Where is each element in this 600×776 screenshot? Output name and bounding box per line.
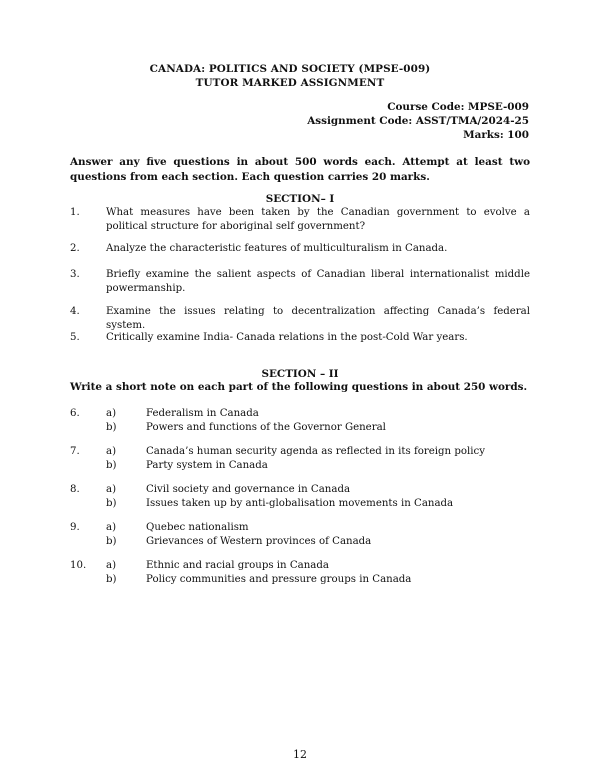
subpart-text: Canada’s human security agenda as reflected in its foreign policy xyxy=(146,446,485,457)
question-text: Critically examine India- Canada relations in the post-Cold War years. xyxy=(106,332,468,343)
question-text: Analyze the characteristic features of multiculturalism in Canada. xyxy=(106,243,448,254)
question-text: Briefly examine the salient aspects of Canadian liberal internationalist middle powermanship. xyxy=(106,269,530,294)
question-item xyxy=(70,268,530,295)
section-1-heading: SECTION– I xyxy=(265,193,335,205)
question-number: 1. xyxy=(70,207,80,218)
section-2-heading: SECTION – II xyxy=(261,368,339,380)
question-number: 8. xyxy=(70,484,80,495)
subpart-label: a) xyxy=(106,560,117,571)
document-subtitle: TUTOR MARKED ASSIGNMENT xyxy=(195,77,385,89)
question-number: 10. xyxy=(70,560,87,571)
question-number: 2. xyxy=(70,243,80,254)
question-number: 9. xyxy=(70,522,80,533)
question-item xyxy=(70,206,530,233)
instructions: Answer any five questions in about 500 words each. Attempt at least two questions from each section. Each question carries 20 marks. xyxy=(70,156,530,183)
question-item xyxy=(70,305,530,332)
question-text: What measures have been taken by the Canadian government to evolve a political structure for aboriginal self government? xyxy=(106,207,530,232)
subpart-label: a) xyxy=(106,484,117,495)
subpart-label: b) xyxy=(106,535,117,547)
subpart-label: a) xyxy=(106,522,117,533)
subpart-text: Party system in Canada xyxy=(146,459,268,471)
subpart-text: Federalism in Canada xyxy=(146,408,259,419)
question-item xyxy=(70,331,530,345)
question-item xyxy=(70,242,530,256)
course-code: Course Code: MPSE-009 xyxy=(387,101,529,113)
subpart-text: Quebec nationalism xyxy=(146,522,249,533)
total-marks: Marks: 100 xyxy=(463,129,529,141)
subpart-text: Policy communities and pressure groups in Canada xyxy=(146,573,412,585)
subpart-label: b) xyxy=(106,459,117,471)
question-number: 5. xyxy=(70,332,80,343)
subpart-text: Ethnic and racial groups in Canada xyxy=(146,560,329,571)
page-number: 12 xyxy=(293,748,307,761)
subpart-label: b) xyxy=(106,421,117,433)
document-title: CANADA: POLITICS AND SOCIETY (MPSE-009) xyxy=(149,63,431,75)
question-number: 4. xyxy=(70,306,80,317)
section-2-instructions: Write a short note on each part of the following questions in about 250 words. xyxy=(70,381,528,393)
subpart-label: b) xyxy=(106,497,117,509)
subpart-text: Grievances of Western provinces of Canada xyxy=(146,535,372,547)
subpart-label: a) xyxy=(106,408,117,419)
question-text: Examine the issues relating to decentralization affecting Canada’s federal system. xyxy=(106,306,530,331)
subpart-text: Powers and functions of the Governor General xyxy=(146,421,386,433)
subpart-label: b) xyxy=(106,573,117,585)
question-number: 3. xyxy=(70,269,80,280)
subpart-label: a) xyxy=(106,446,117,457)
assignment-code: Assignment Code: ASST/TMA/2024-25 xyxy=(307,115,529,127)
subpart-text: Issues taken up by anti-globalisation movements in Canada xyxy=(146,497,454,509)
question-number: 7. xyxy=(70,446,80,457)
question-number: 6. xyxy=(70,408,80,419)
subpart-text: Civil society and governance in Canada xyxy=(146,484,351,495)
